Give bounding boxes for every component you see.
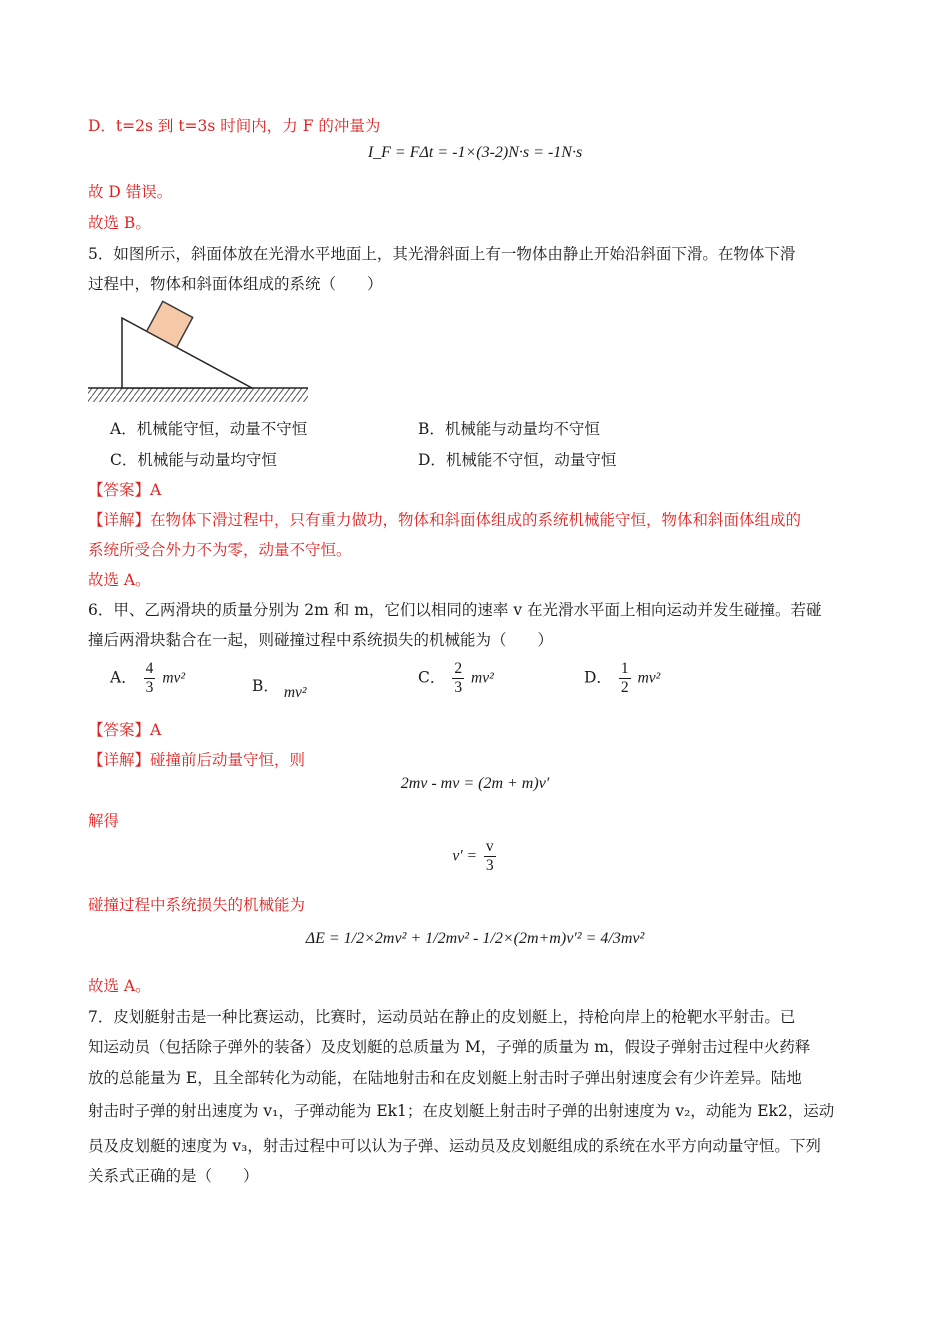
q5-option-d: D．机械能不守恒，动量守恒 <box>418 451 617 469</box>
q6-stem-line2: 撞后两滑块黏合在一起，则碰撞过程中系统损失的机械能为（ ） <box>88 631 554 649</box>
q6-option-c-num: 2 <box>454 660 463 677</box>
q7-line6: 关系式正确的是（ ） <box>88 1167 259 1185</box>
q6-option-a-expr: mv² <box>162 669 186 687</box>
q4-impulse-equation: I_F = FΔt = -1×(3-2)N·s = -1N·s <box>367 144 583 161</box>
q6-solve-label: 解得 <box>88 812 120 830</box>
q5-option-b: B．机械能与动量均不守恒 <box>418 420 600 438</box>
q6-eq2-lhs: v′ = <box>452 847 477 865</box>
q5-detail-line1: 【详解】在物体下滑过程中，只有重力做功，物体和斜面体组成的系统机械能守恒，物体和斜面体组成的 <box>88 511 802 529</box>
q5-option-c: C．机械能与动量均守恒 <box>110 451 277 469</box>
q6-option-b <box>252 674 307 701</box>
q5-detail-line2: 系统所受合外力不为零，动量不守恒。 <box>88 541 352 559</box>
q6-option-d <box>584 660 660 697</box>
q4-select: 故选 B。 <box>88 214 151 232</box>
q7-line2: 知运动员（包括除子弹外的装备）及皮划艇的总质量为 M，子弹的质量为 m，假设子弹射击过程中火药释 <box>88 1038 811 1056</box>
q6-option-a-den: 3 <box>145 679 154 696</box>
q6-option-c-expr: mv² <box>471 669 494 687</box>
q6-momentum-equation: 2mv - mv = (2m + m)v′ <box>400 775 550 792</box>
q6-eq2-num: v <box>485 838 494 855</box>
q6-option-d-label: D． <box>584 668 612 687</box>
q6-velocity-equation <box>0 838 950 875</box>
q7-line5: 员及皮划艇的速度为 v₃，射击过程中可以认为子弹、运动员及皮划艇组成的系统在水平方向动量守恒。下列 <box>88 1137 821 1155</box>
q7-line4: 射击时子弹的射出速度为 v₁，子弹动能为 Ek1；在皮划艇上射击时子弹的出射速度为 v₂，动能为 Ek2，运动 <box>88 1102 835 1120</box>
q6-option-c-label: C． <box>418 668 446 687</box>
q6-loss-label: 碰撞过程中系统损失的机械能为 <box>88 896 306 914</box>
q6-option-a-label: A． <box>110 668 137 687</box>
q6-option-d-num: 1 <box>620 660 629 677</box>
q5-stem-line1: 5．如图所示，斜面体放在光滑水平地面上，其光滑斜面上有一物体由静止开始沿斜面下滑。在物体下滑 <box>88 245 796 263</box>
q6-eq2-den: 3 <box>485 857 494 874</box>
q6-select: 故选 A。 <box>88 977 151 995</box>
q6-stem-line1: 6．甲、乙两滑块的质量分别为 2m 和 m，它们以相同的速率 v 在光滑水平面上相向运动并发生碰撞。若碰 <box>88 601 822 619</box>
q6-option-b-label: B． <box>252 677 279 695</box>
q7-line1: 7．皮划艇射击是一种比赛运动，比赛时，运动员站在静止的皮划艇上，持枪向岸上的枪靶水平射击。已 <box>88 1008 796 1026</box>
q6-option-d-den: 2 <box>620 679 629 696</box>
q4-conclusion: 故 D 错误。 <box>88 183 173 201</box>
q6-option-b-expr: mv² <box>283 684 307 701</box>
q6-detail: 【详解】碰撞前后动量守恒，则 <box>88 751 306 769</box>
q6-option-c <box>418 660 494 697</box>
q5-select: 故选 A。 <box>88 571 151 589</box>
q5-option-a: A．机械能守恒，动量不守恒 <box>110 420 308 438</box>
q6-answer: 【答案】A <box>88 721 162 739</box>
ground-hatch <box>88 388 308 402</box>
q6-option-a <box>110 660 185 697</box>
q6-option-c-den: 3 <box>454 679 463 696</box>
q5-answer: 【答案】A <box>88 481 162 499</box>
incline-with-block-icon <box>86 300 311 410</box>
q5-stem-line2: 过程中，物体和斜面体组成的系统（ ） <box>88 275 383 293</box>
q4-option-d-line: D．t=2s 到 t=3s 时间内，力 F 的冲量为 <box>88 117 381 135</box>
q6-option-d-expr: mv² <box>637 669 661 687</box>
q7-line3: 放的总能量为 E，且全部转化为动能，在陆地射击和在皮划艇上射击时子弹出射速度会有少许差异。陆地 <box>88 1069 802 1087</box>
q6-energy-loss-equation: ΔE = 1/2×2mv² + 1/2mv² - 1/2×(2m+m)v′² = 4/3mv² <box>305 930 645 947</box>
q6-option-a-num: 4 <box>145 660 154 677</box>
